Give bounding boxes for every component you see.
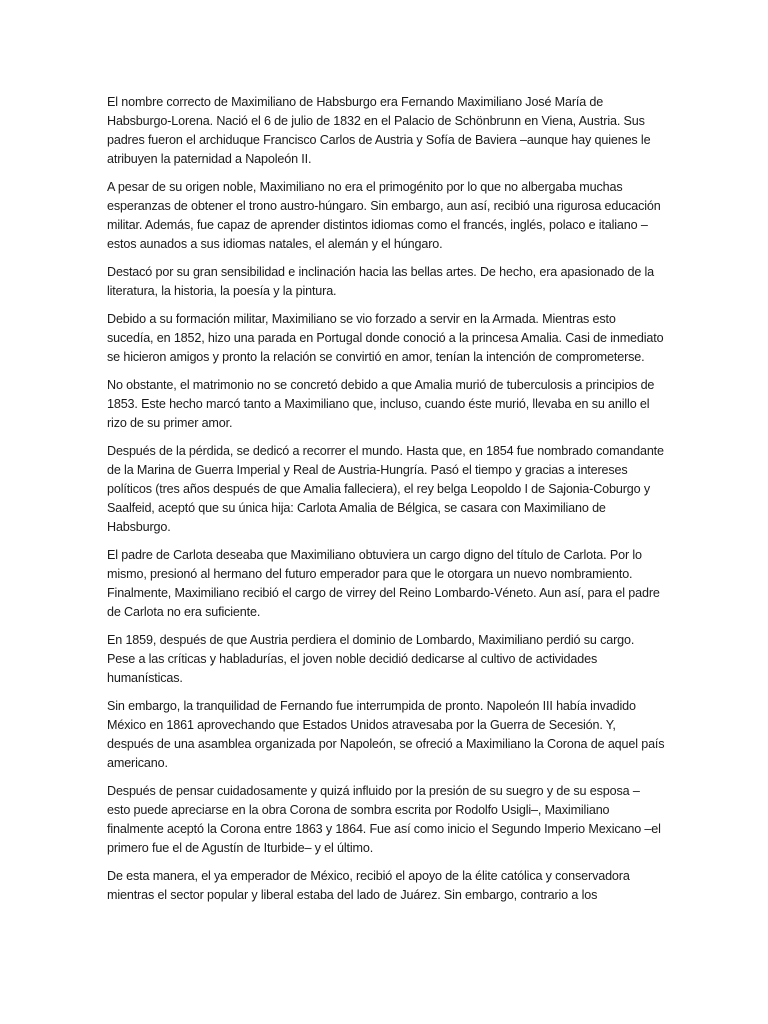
paragraph-9: Sin embargo, la tranquilidad de Fernando fue interrumpida de pronto. Napoleón III había invadido México en 1861 aprovechando que Estados Unidos atravesaba por la Guerra de Secesión. Y, después de una asamblea organizada por Napoleón, se ofreció a Maximiliano la Corona de aquel país americano. bbox=[107, 699, 665, 770]
paragraph-3: Destacó por su gran sensibilidad e inclinación hacia las bellas artes. De hecho, era apasionado de la literatura, la historia, la poesía y la pintura. bbox=[107, 265, 655, 298]
document-body bbox=[107, 93, 665, 914]
paragraph-4: Debido a su formación militar, Maximiliano se vio forzado a servir en la Armada. Mientras esto sucedía, en 1852, hizo una parada en Portugal donde conoció a la princesa Amalia. Casi de inmediato se hicieron amigos y pronto la relación se convirtió en amor, tenían la intención de comprometerse. bbox=[107, 312, 664, 364]
paragraph-10: Después de pensar cuidadosamente y quizá influido por la presión de su suegro y de su esposa – esto puede apreciarse en la obra Corona de sombra escrita por Rodolfo Usigli–, Maximiliano finalmente aceptó la Corona entre 1863 y 1864. Fue así como inicio el Segundo Imperio Mexicano –el primero fue el de Agustín de Iturbide– y el último. bbox=[107, 784, 661, 855]
paragraph-7: El padre de Carlota deseaba que Maximiliano obtuviera un cargo digno del título de Carlota. Por lo mismo, presionó al hermano del futuro emperador para que le otorgara un nuevo nombramiento. Finalmente, Maximiliano recibió el cargo de virrey del Reino Lombardo-Véneto. Aun así, para el padre de Carlota no era suficiente. bbox=[107, 548, 660, 619]
paragraph-8: En 1859, después de que Austria perdiera el dominio de Lombardo, Maximiliano perdió su cargo. Pese a las críticas y habladurías, el joven noble decidió dedicarse al cultivo de actividades humanísticas. bbox=[107, 633, 635, 685]
paragraph-11: De esta manera, el ya emperador de México, recibió el apoyo de la élite católica y conservadora mientras el sector popular y liberal estaba del lado de Juárez. Sin embargo, contrario a los bbox=[107, 869, 630, 902]
paragraph-1: El nombre correcto de Maximiliano de Habsburgo era Fernando Maximiliano José María de Habsburgo-Lorena. Nació el 6 de julio de 1832 en el Palacio de Schönbrunn en Viena, Austria. Sus padres fueron el archiduque Francisco Carlos de Austria y Sofía de Baviera –aunque hay quienes le atribuyen la paternidad a Napoleón II. bbox=[107, 95, 651, 166]
paragraph-2: A pesar de su origen noble, Maximiliano no era el primogénito por lo que no albergaba muchas esperanzas de obtener el trono austro-húngaro. Sin embargo, aun así, recibió una rigurosa educación militar. Además, fue capaz de aprender distintos idiomas como el francés, inglés, polaco e italiano –estos aunados a sus idiomas natales, el alemán y el húngaro. bbox=[107, 180, 661, 251]
paragraph-6: Después de la pérdida, se dedicó a recorrer el mundo. Hasta que, en 1854 fue nombrado comandante de la Marina de Guerra Imperial y Real de Austria-Hungría. Pasó el tiempo y gracias a intereses políticos (tres años después de que Amalia falleciera), el rey belga Leopoldo I de Sajonia-Coburgo y Saalfeid, aceptó que su única hija: Carlota Amalia de Bélgica, se casara con Maximiliano de Habsburgo. bbox=[107, 444, 664, 534]
paragraph-5: No obstante, el matrimonio no se concretó debido a que Amalia murió de tuberculosis a principios de 1853. Este hecho marcó tanto a Maximiliano que, incluso, cuando éste murió, llevaba en su anillo el rizo de su primer amor. bbox=[107, 378, 655, 430]
